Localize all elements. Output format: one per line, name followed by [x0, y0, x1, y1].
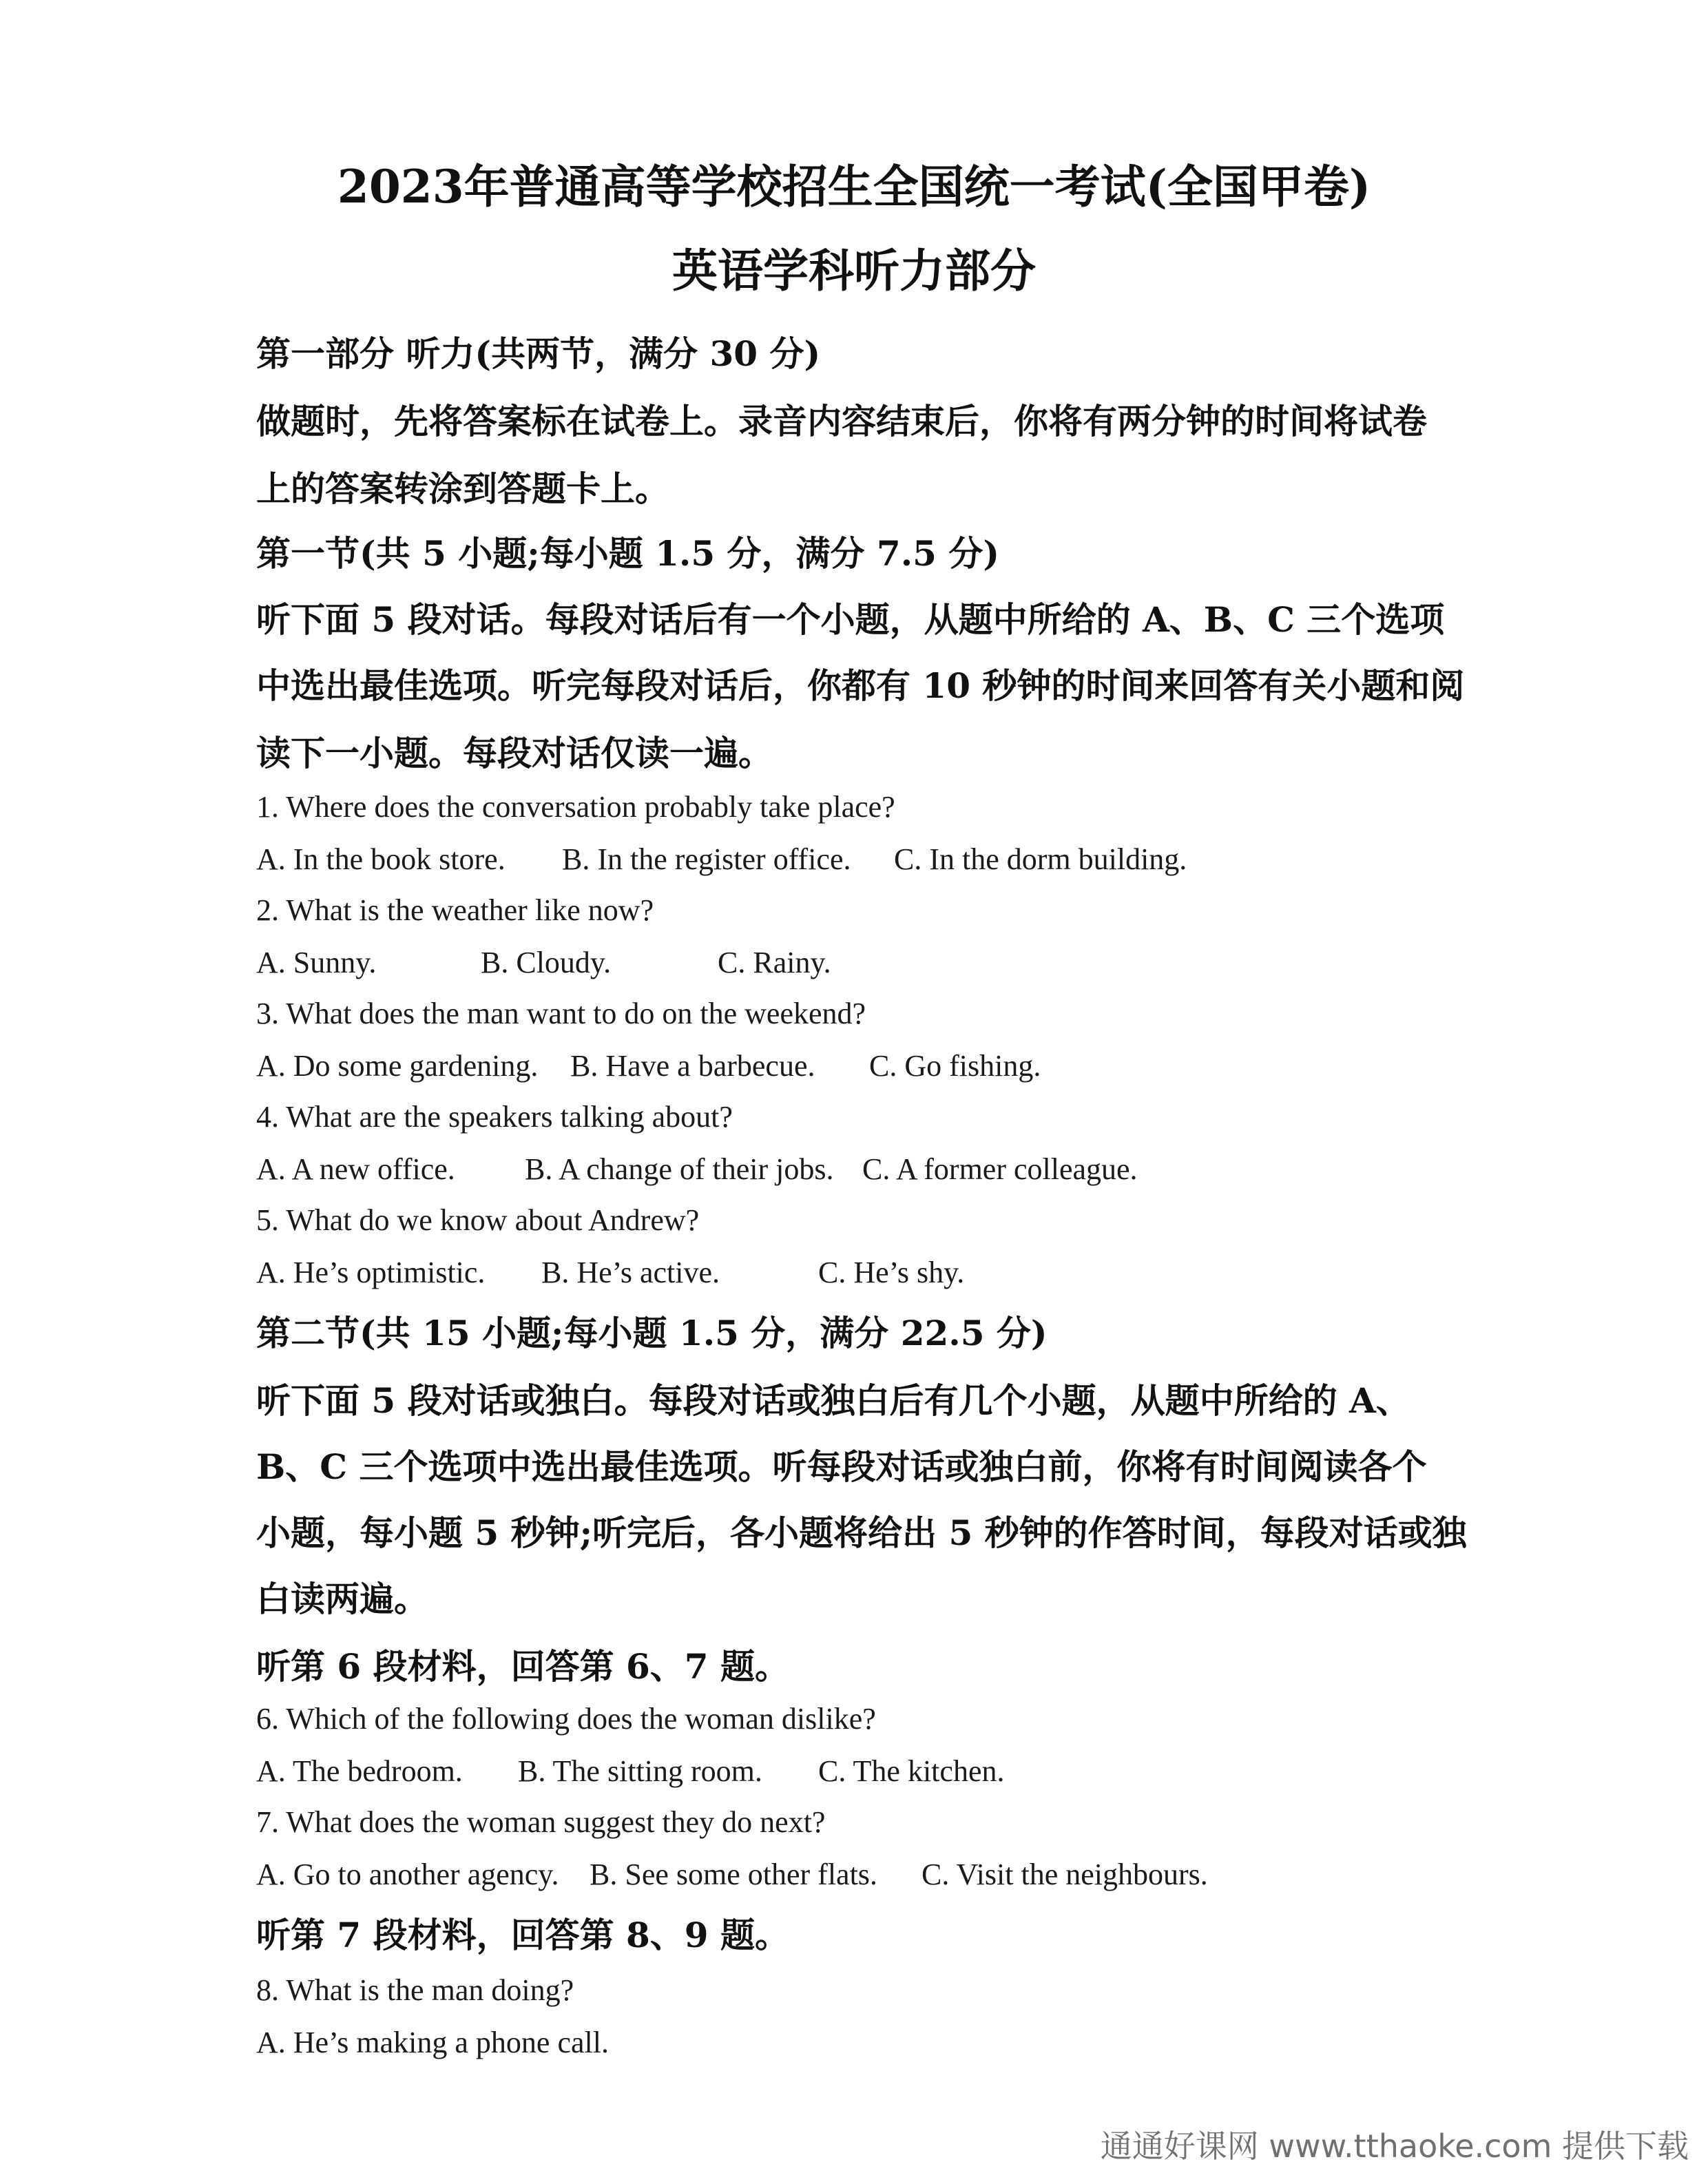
download-watermark: 通通好课网 www.tthaoke.com 提供下载	[1100, 2128, 1689, 2165]
option-b: B. See some other flats.	[590, 1858, 877, 1891]
option-a: A. Do some gardening.	[256, 1049, 539, 1083]
material-7-heading: 听第 7 段材料，回答第 8、9 题。	[256, 1915, 789, 1955]
question-6-options	[256, 1754, 1496, 1795]
option-b: B. A change of their jobs.	[525, 1152, 834, 1186]
option-c: C. The kitchen.	[818, 1754, 1005, 1788]
option-c: C. In the dorm building.	[894, 842, 1187, 876]
material-6-heading: 听第 6 段材料，回答第 6、7 题。	[256, 1646, 789, 1687]
option-b: B. In the register office.	[562, 842, 851, 876]
option-b: B. The sitting room.	[518, 1754, 762, 1788]
option-a: A. In the book store.	[256, 842, 506, 876]
question-1-options	[256, 842, 1496, 883]
option-c: C. A former colleague.	[862, 1152, 1138, 1186]
section1-heading: 第一节(共 5 小题;每小题 1.5 分，满分 7.5 分)	[256, 533, 999, 574]
section1-instruction-line: 中选出最佳选项。听完每段对话后，你都有 10 秒钟的时间来回答有关小题和阅	[256, 665, 1465, 706]
question-1: 1. Where does the conversation probably take place?	[256, 790, 895, 824]
option-a: A. The bedroom.	[256, 1754, 463, 1788]
section1-instruction-line: 读下一小题。每段对话仅读一遍。	[256, 733, 773, 773]
question-8: 8. What is the man doing?	[256, 1973, 574, 2007]
option-a: A. Go to another agency.	[256, 1858, 559, 1891]
section2-instruction-line: B、C 三个选项中选出最佳选项。听每段对话或独白前，你将有时间阅读各个	[256, 1446, 1427, 1487]
question-3: 3. What does the man want to do on the weekend?	[256, 997, 866, 1030]
section2-instruction-line: 听下面 5 段对话或独白。每段对话或独白后有几个小题，从题中所给的 A、	[256, 1380, 1410, 1421]
section1-instruction-line: 听下面 5 段对话。每段对话后有一个小题，从题中所给的 A、B、C 三个选项	[256, 599, 1445, 640]
section2-heading: 第二节(共 15 小题;每小题 1.5 分，满分 22.5 分)	[256, 1313, 1048, 1353]
option-b: B. He’s active.	[541, 1256, 720, 1289]
question-4: 4. What are the speakers talking about?	[256, 1100, 733, 1134]
exam-subtitle: 英语学科听力部分	[672, 244, 1036, 298]
section2-instruction-line: 白读两遍。	[256, 1579, 428, 1619]
part1-instruction-line: 上的答案转涂到答题卡上。	[256, 468, 669, 509]
option-a: A. He’s optimistic.	[256, 1256, 486, 1289]
option-b: B. Cloudy.	[481, 946, 612, 979]
question-2: 2. What is the weather like now?	[256, 893, 654, 927]
option-b: B. Have a barbecue.	[570, 1049, 815, 1083]
question-2-options	[256, 945, 1496, 986]
section2-instruction-line: 小题，每小题 5 秒钟;听完后，各小题将给出 5 秒钟的作答时间，每段对话或独	[256, 1512, 1467, 1553]
question-8-option-a: A. He’s making a phone call.	[256, 2026, 609, 2059]
option-c: C. Visit the neighbours.	[921, 1858, 1208, 1891]
option-a: A. Sunny.	[256, 946, 377, 979]
question-3-options	[256, 1048, 1496, 1090]
part1-heading: 第一部分 听力(共两节，满分 30 分)	[256, 333, 821, 374]
option-a: A. A new office.	[256, 1152, 455, 1186]
question-6: 6. Which of the following does the woman dislike?	[256, 1702, 876, 1736]
option-c: C. Go fishing.	[869, 1049, 1041, 1083]
question-7: 7. What does the woman suggest they do next?	[256, 1805, 826, 1839]
question-5: 5. What do we know about Andrew?	[256, 1203, 700, 1237]
option-c: C. Rainy.	[718, 946, 831, 979]
question-4-options	[256, 1152, 1496, 1193]
question-5-options	[256, 1255, 1496, 1296]
exam-title: 2023年普通高等学校招生全国统一考试(全国甲卷)	[337, 160, 1371, 214]
part1-instruction-line: 做题时，先将答案标在试卷上。录音内容结束后，你将有两分钟的时间将试卷	[256, 401, 1427, 441]
option-c: C. He’s shy.	[818, 1256, 965, 1289]
question-7-options	[256, 1857, 1496, 1898]
